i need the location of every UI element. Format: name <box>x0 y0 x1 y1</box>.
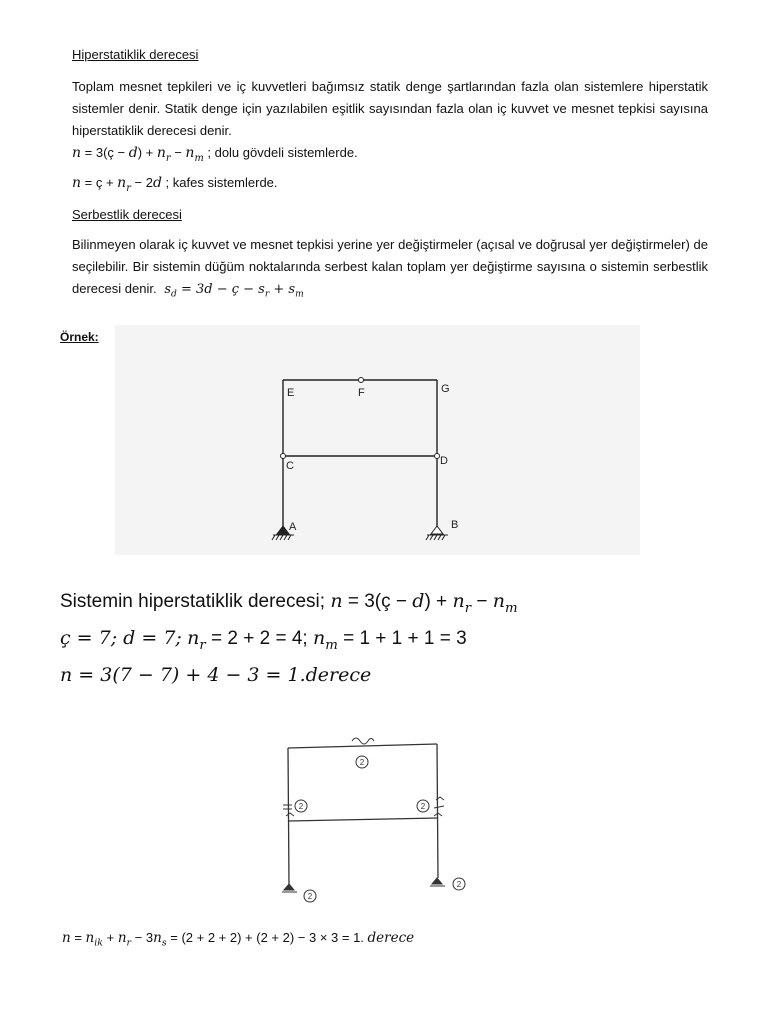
serbestlik-paragraph-text: Bilinmeyen olarak iç kuvvet ve mesnet tepkisi yerine yer değiştirmeler (açısal ve doğrusal yer değiştirmeler) de seçilebilir. Bir sistemin düğüm noktalarında serbest kalan toplam yer değiştirme sayısına o sistemin serbestlik derecesi denir. <box>72 237 708 296</box>
node-label-a: A <box>289 521 297 533</box>
equation-dolu-govdeli-note: ; dolu gövdeli sistemlerde. <box>207 145 358 160</box>
sketch-circle-label-right: 2 <box>420 802 426 811</box>
equation-kafes-note: ; kafes sistemlerde. <box>165 175 278 190</box>
serbestlik-formula: $s_d = 3d$ − ç − $s_r + s_m$ <box>160 282 304 300</box>
result-line-3 <box>60 664 371 687</box>
result-line-3-prefix: n = 3(7 − 7) + 4 − 3 = 1. <box>60 664 306 686</box>
node-label-e: E <box>287 387 295 399</box>
node-label-b: B <box>451 519 459 531</box>
sketch-circle-label-a: 2 <box>307 892 313 901</box>
result-line-3-suffix: derece <box>305 664 372 686</box>
example-label: Örnek: <box>60 330 99 344</box>
result-label: Sistemin hiperstatiklik derecesi; <box>60 591 326 612</box>
node-label-d: D <box>440 455 448 467</box>
result-line-2: ç = 7; d = 7; $n_r = 2 + 2 = 4$; $n_m = 1 + 1 + 1 = 3$ <box>60 627 467 653</box>
equation-kafes: n = ç + $n_r - 2d$ ; kafes sistemlerde. <box>72 175 278 194</box>
sketch-circle-label-b: 2 <box>456 880 462 889</box>
hiperstatiklik-paragraph: Toplam mesnet tepkileri ve iç kuvvetleri bağımsız statik denge şartlarından fazla olan sistemlere hiperstatik sistemler denir. Statik denge için yazılabilen eşitlik sayısından fazla olan iç kuvvet ve mesnet tepkisi sayısına hiperstatiklik derecesi denir. <box>72 79 708 138</box>
node-label-c: C <box>286 460 294 472</box>
bottom-equation: $n = n_{ik} + n_r - 3n_s = (2 + 2 + 2) + (2 + 2) - 3 \times 3 = 1$. derece <box>62 930 415 949</box>
equation-dolu-govdeli: n = 3(ç − $d) + n_r - n_m$ ; dolu gövdeli sistemlerde. <box>72 145 358 164</box>
section-title-hiperstatiklik: Hiperstatiklik derecesi <box>72 47 199 62</box>
sketch-circle-label-top: 2 <box>359 758 365 767</box>
result-line-2-values: ç = 7; d = 7; <box>60 627 182 649</box>
sketch-circle-label-left: 2 <box>298 802 304 811</box>
result-line-1: Sistemin hiperstatiklik derecesi; n = 3(ç − $d) + n_r - n_m$ <box>60 590 518 616</box>
node-label-g: G <box>441 383 450 395</box>
node-label-f: F <box>358 387 365 399</box>
section-title-serbestlik: Serbestlik derecesi <box>72 207 182 222</box>
